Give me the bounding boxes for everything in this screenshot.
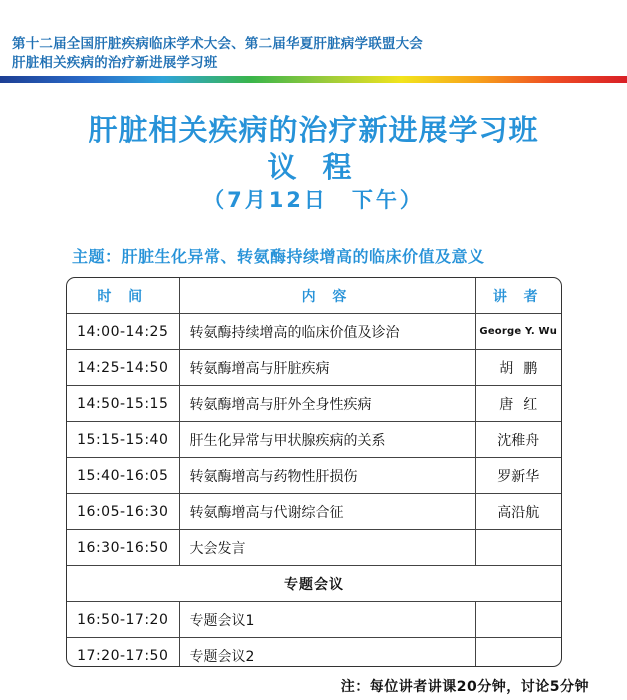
session-title-row xyxy=(67,566,561,602)
row-speaker xyxy=(475,638,561,668)
table-row xyxy=(67,314,561,350)
column-header-content: 内 容 xyxy=(179,278,475,314)
row-time: 15:15-15:40 xyxy=(67,422,179,458)
schedule-table xyxy=(66,277,562,667)
table-row xyxy=(67,602,561,638)
table-row xyxy=(67,458,561,494)
row-content: 专题会议1 xyxy=(179,602,475,638)
row-content: 转氨酶增高与肝外全身性疾病 xyxy=(179,386,475,422)
row-speaker xyxy=(475,602,561,638)
session-theme: 主题：肝脏生化异常、转氨酶持续增高的临床价值及意义 xyxy=(72,247,485,266)
row-time: 14:00-14:25 xyxy=(67,314,179,350)
session-date: （7月12日 下午） xyxy=(203,188,424,212)
table-row xyxy=(67,350,561,386)
table-row xyxy=(67,530,561,566)
row-time: 17:20-17:50 xyxy=(67,638,179,668)
table-row xyxy=(67,422,561,458)
conference-name-line1: 第十二届全国肝脏疾病临床学术大会、第二届华夏肝脏病学联盟大会 xyxy=(12,36,423,52)
row-time: 16:05-16:30 xyxy=(67,494,179,530)
footnote: 注：每位讲者讲课20分钟，讨论5分钟 xyxy=(340,679,589,695)
rainbow-divider xyxy=(0,76,627,83)
row-speaker: 高沿航 xyxy=(475,494,561,530)
row-content: 转氨酶增高与代谢综合征 xyxy=(179,494,475,530)
row-content: 专题会议2 xyxy=(179,638,475,668)
row-speaker: 沈稚舟 xyxy=(475,422,561,458)
row-speaker: 唐红 xyxy=(475,386,561,422)
row-time: 16:50-17:20 xyxy=(67,602,179,638)
row-time: 15:40-16:05 xyxy=(67,458,179,494)
row-speaker: 罗新华 xyxy=(475,458,561,494)
column-header-time: 时 间 xyxy=(67,278,179,314)
row-content: 转氨酶增高与药物性肝损伤 xyxy=(179,458,475,494)
row-content: 肝生化异常与甲状腺疾病的关系 xyxy=(179,422,475,458)
page-subtitle: 议 程 xyxy=(267,150,360,184)
table-row xyxy=(67,494,561,530)
table-row xyxy=(67,638,561,668)
row-speaker xyxy=(475,530,561,566)
conference-name-line2: 肝脏相关疾病的治疗新进展学习班 xyxy=(12,55,218,71)
table-row xyxy=(67,386,561,422)
column-header-speaker: 讲 者 xyxy=(475,278,561,314)
row-content: 大会发言 xyxy=(179,530,475,566)
session-title: 专题会议 xyxy=(67,566,561,602)
row-content: 转氨酶增高与肝脏疾病 xyxy=(179,350,475,386)
row-time: 14:50-15:15 xyxy=(67,386,179,422)
row-speaker: 胡鹏 xyxy=(475,350,561,386)
table-header-row xyxy=(67,278,561,314)
row-speaker: George Y. Wu xyxy=(475,314,561,350)
row-time: 14:25-14:50 xyxy=(67,350,179,386)
page-title: 肝脏相关疾病的治疗新进展学习班 xyxy=(88,113,539,147)
row-time: 16:30-16:50 xyxy=(67,530,179,566)
row-content: 转氨酶持续增高的临床价值及诊治 xyxy=(179,314,475,350)
